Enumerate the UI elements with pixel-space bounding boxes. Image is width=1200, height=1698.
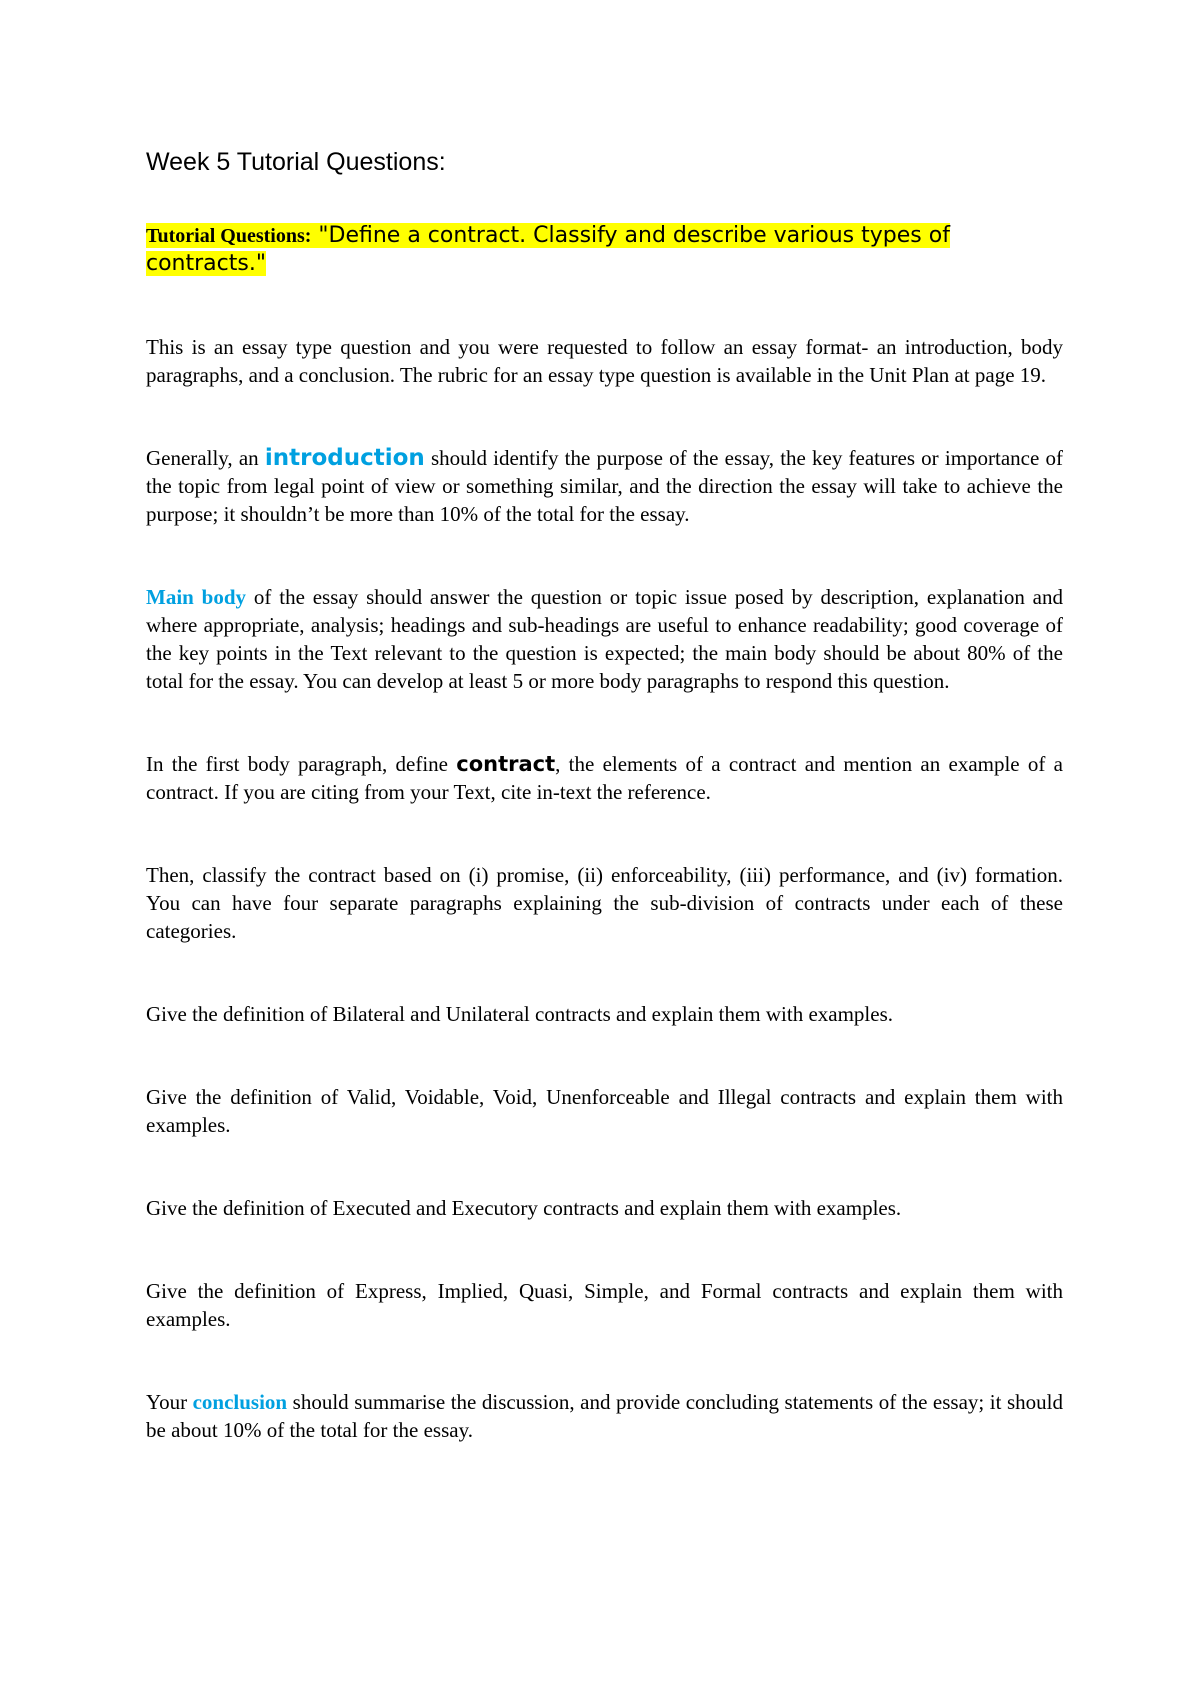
p2-before: Generally, an <box>146 446 265 470</box>
keyword-main-body: Main body <box>146 585 247 609</box>
paragraph-main-body <box>146 583 1063 695</box>
p4-before: In the first body paragraph, define <box>146 752 457 776</box>
paragraph-introduction <box>146 444 1063 528</box>
paragraph-essay-format: This is an essay type question and you were requested to follow an essay format- an introduction, body paragraphs, and a conclusion. The rubric for an essay type question is available in the Unit Plan at page 19. <box>146 335 1063 387</box>
question-lead: Tutorial Questions: <box>146 225 312 247</box>
paragraph-valid-void: Give the definition of Valid, Voidable, Void, Unenforceable and Illegal contracts and explain them with examples. <box>146 1085 1063 1137</box>
paragraph-conclusion <box>146 1388 1063 1444</box>
p10-after: should summarise the discussion, and provide concluding statements of the essay; it should be about 10% of the total for the essay. <box>146 1390 1063 1442</box>
p3-after: of the essay should answer the question or topic issue posed by description, explanation and where appropriate, analysis; headings and sub-headings are useful to enhance readability; good coverage of the key points in the Text relevant to the question is expected; the main body should be about 80% of the total for the essay. You can develop at least 5 or more body paragraphs to respond this question. <box>146 585 1063 693</box>
question-text: "Define a contract. Classify and describe various types of contracts." <box>146 223 950 276</box>
paragraph-express-implied: Give the definition of Express, Implied, Quasi, Simple, and Formal contracts and explain them with examples. <box>146 1279 1063 1331</box>
paragraph-classify: Then, classify the contract based on (i) promise, (ii) enforceability, (iii) performance, and (iv) formation. You can have four separate paragraphs explaining the sub-division of contracts under each of these categories. <box>146 863 1063 943</box>
paragraph-first-body <box>146 750 1063 806</box>
keyword-conclusion: conclusion <box>192 1390 288 1414</box>
p10-before: Your <box>146 1390 193 1414</box>
paragraph-executed: Give the definition of Executed and Executory contracts and explain them with examples. <box>146 1196 902 1220</box>
keyword-introduction: introduction <box>264 445 425 471</box>
page-title: Week 5 Tutorial Questions: <box>146 148 446 176</box>
keyword-contract: contract <box>456 752 556 776</box>
tutorial-question <box>146 222 1063 278</box>
p2-after: should identify the purpose of the essay, the key features or importance of the topic from legal point of view or something similar, and the direction the essay will take to achieve the purpose; it shouldn’t be more than 10% of the total for the essay. <box>146 446 1063 526</box>
paragraph-bilateral: Give the definition of Bilateral and Unilateral contracts and explain them with examples. <box>146 1002 894 1026</box>
p4-after: , the elements of a contract and mention an example of a contract. If you are citing from your Text, cite in-text the reference. <box>146 752 1063 804</box>
document-body <box>146 145 1063 1499</box>
question-highlight <box>146 223 950 276</box>
